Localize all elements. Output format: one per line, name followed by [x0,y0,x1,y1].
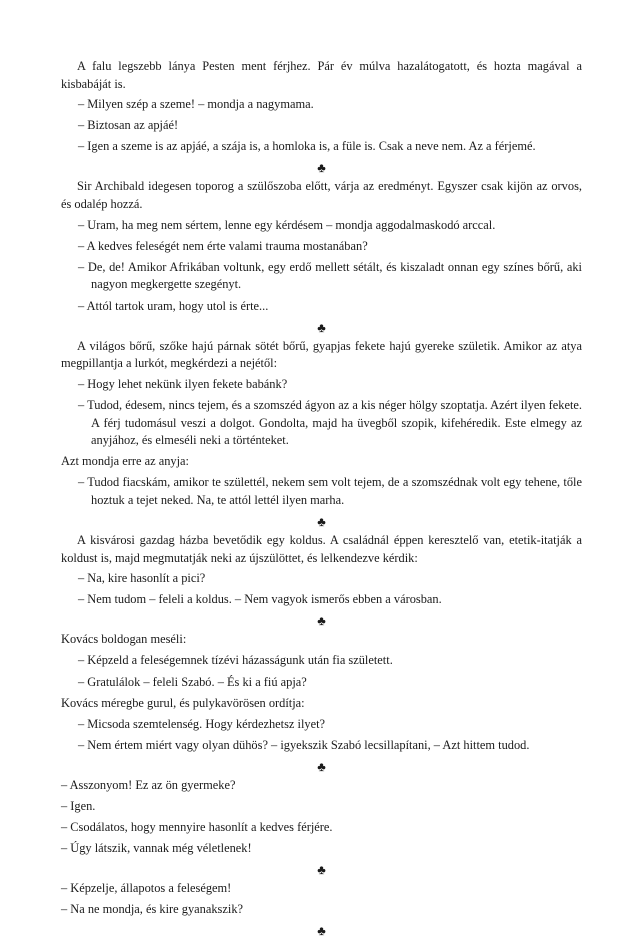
paragraph: A kisvárosi gazdag házba bevetődik egy koldus. A családnál éppen keresztelő van, etetik-itatják a koldust is, majd megmutatják neki az újszülöttet, és lelkendezve kérdik: [61,532,582,565]
paragraph: – Igen. [61,799,96,813]
club-separator-icon: ♣ [317,613,326,629]
dialogue-line: – A kedves feleségét nem érte valami trauma mostanában? [78,238,368,253]
dialogue-line: – Biztosan az apjáé! [78,118,179,133]
dialogue-line: – Uram, ha meg nem sértem, lenne egy kérdésem – mondja aggodalmaskodó arccal. [78,217,496,232]
dialogue-line: – Gratulálok – feleli Szabó. – És ki a fiú apja? [78,674,307,689]
club-separator-icon: ♣ [317,923,326,939]
club-separator-icon: ♣ [317,513,326,529]
dialogue-line: – Micsoda szemtelenség. Hogy kérdezhetsz ilyet? [78,716,326,731]
dialogue-line: – Tudod, édesem, nincs tejem, és a szomszéd ágyon az a kis néger hölgy szoptatja. Azért ilyen fekete. A férj tudomásul veszi a dolgot. Gondolta, majd ha üvegből szopik, kifehéredik. Este elmegy az anyjához, és elmeséli neki a történteket. [78,397,582,448]
dialogue-line: – Nem tudom – feleli a koldus. – Nem vagyok ismerős ebben a városban. [78,592,442,607]
joke-block [61,631,582,754]
joke-block [61,880,582,919]
club-separator-icon: ♣ [317,862,326,878]
paragraph: A falu legszebb lánya Pesten ment férjhez. Pár év múlva hazalátogatott, és hozta magával a kisbabáját is. [61,59,582,91]
dialogue-line: – Hogy lehet nekünk ilyen fekete babánk? [78,376,288,391]
paragraph: Kovács boldogan meséli: [61,632,187,647]
paragraph: – Asszonyom! Ez az ön gyermeke? [61,777,236,792]
club-separator-icon: ♣ [317,160,326,176]
paragraph: A világos bőrű, szőke hajú párnak sötét bőrű, gyapjas fekete hajú gyereke születik. Amikor az atya megpillantja a lurkót, megkérdezi a nejétől: [61,338,582,371]
paragraph: Kovács méregbe gurul, és pulykavörösen ordítja: [61,695,305,710]
dialogue-line: – Milyen szép a szeme! – mondja a nagymama. [78,97,314,112]
dialogue-line: – Nem értem miért vagy olyan dühös? – igyekszik Szabó lecsillapítani, – Azt hittem tudod. [78,737,530,752]
dialogue-line: – Na, kire hasonlít a pici? [78,571,206,586]
joke-block [61,58,582,156]
paragraph: – Csodálatos, hogy mennyire hasonlít a kedves férjére. [61,820,333,835]
club-separator-icon: ♣ [317,758,326,774]
joke-block [61,178,582,315]
paragraph: – Úgy látszik, vannak még véletlenek! [61,841,252,856]
joke-block [61,338,582,510]
dialogue-line: – Tudod fiacskám, amikor te születtél, nekem sem volt tejem, de a szomszédnak volt egy tehene, tőle hoztuk a tejet neked. Na, te attól lettél ilyen marha. [78,475,582,507]
paragraph: – Képzelje, állapotos a feleségem! [61,881,232,896]
dialogue-line: – Igen a szeme is az apjáé, a szája is, a homloka is, a füle is. Csak a neve nem. Az a férjemé. [78,139,536,154]
joke-block [61,532,582,609]
joke-collection [61,58,582,939]
paragraph: Sir Archibald idegesen toporog a szülőszoba előtt, várja az eredményt. Egyszer csak kijön az orvos, és odalép hozzá. [61,179,582,212]
dialogue-line: – De, de! Amikor Afrikában voltunk, egy erdő mellett sétált, és kiszaladt onnan egy színes bőrű, aki nagyon megkergette szegényt. [78,259,582,292]
joke-block [61,777,582,858]
paragraph: Azt mondja erre az anyja: [61,454,189,469]
paragraph: – Na ne mondja, és kire gyanakszik? [61,902,244,917]
dialogue-line: – Képzeld a feleségemnek tízévi házasságunk után fia született. [78,653,393,668]
club-separator-icon: ♣ [317,319,326,335]
dialogue-line: – Attól tartok uram, hogy utol is érte... [78,298,269,313]
